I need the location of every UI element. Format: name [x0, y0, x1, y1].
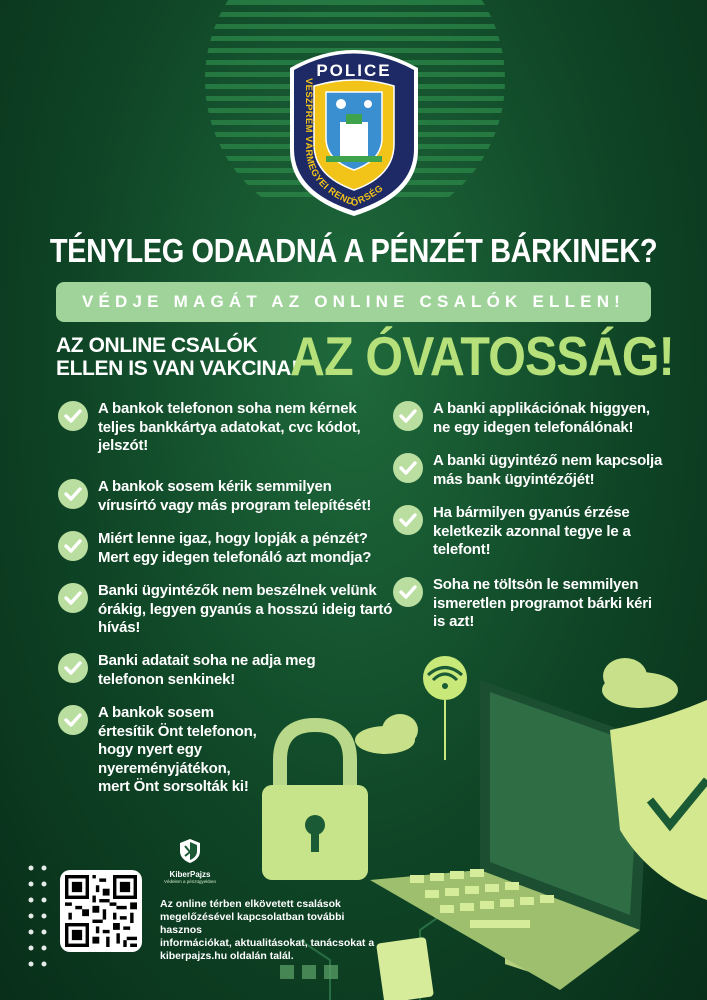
qr-code-icon [65, 875, 137, 947]
tip-line: hívás! [98, 619, 141, 636]
tip-line: Miért lenne igaz, hogy lopják a pénzét? [98, 530, 368, 547]
check-icon [393, 505, 423, 535]
tip-item [393, 400, 650, 437]
footer-text [160, 898, 375, 963]
tip-text [433, 400, 650, 437]
subheading-line2: ELLEN IS VAN VAKCINA! [56, 357, 298, 380]
check-icon [58, 531, 88, 561]
tip-text [433, 452, 662, 489]
tip-text [433, 504, 631, 560]
tip-line: teljes bankkártya adatokat, cvc kódot, [98, 418, 361, 436]
tip-item [58, 478, 371, 515]
tip-item [393, 576, 652, 632]
subheading-line1: AZ ONLINE CSALÓK [56, 334, 258, 357]
tip-line: Soha ne töltsön le semmilyen [433, 576, 639, 593]
check-icon [393, 401, 423, 431]
check-icon [393, 453, 423, 483]
tip-item [58, 400, 361, 456]
tip-item [58, 582, 392, 638]
tip-line: telefont! [433, 541, 491, 558]
footer-line: megelőzésével kapcsolatban további hasznos [160, 911, 345, 936]
check-icon [58, 401, 88, 431]
tip-line: ne egy idegen telefonálónak! [433, 418, 634, 436]
tip-text [98, 704, 257, 797]
tip-line: más bank ügyintézőjét! [433, 470, 595, 488]
kiberpajzs-tagline: Védelem a pénzügyekben [163, 879, 217, 884]
tip-item [393, 452, 662, 489]
tip-item [58, 530, 371, 567]
banner-text: VÉDJE MAGÁT AZ ONLINE CSALÓK ELLEN! [81, 292, 626, 311]
footer-line: Az online térben elkövetett csalások [160, 898, 341, 910]
qr-code[interactable] [60, 870, 142, 952]
tip-item [58, 652, 315, 689]
badge-ring-text: VESZPRÉM VÁRMEGYEI RENDŐRSÉG [303, 78, 385, 209]
padlock-icon [262, 725, 368, 880]
tip-line: értesítik Önt telefonon, [98, 722, 257, 740]
decorative-dots [26, 862, 50, 972]
check-icon [58, 479, 88, 509]
tip-text [98, 530, 371, 567]
footer-line: információkat, aktualitásokat, tanácsokat a [160, 937, 375, 949]
tip-line: nyereményjátékon, [98, 759, 231, 777]
check-icon [58, 653, 88, 683]
tip-line: órákig, legyen gyanús a hosszú ideig tartó [98, 600, 393, 618]
tip-line: Ha bármilyen gyanús érzése [433, 504, 630, 521]
kiberpajzs-logo [160, 838, 220, 888]
tip-line: ismeretlen programot bárki kéri [433, 594, 652, 612]
tip-line: mert Önt sorsolták ki! [98, 778, 249, 795]
tip-text [98, 652, 315, 689]
tip-line: Banki ügyintézők nem beszélnek velünk [98, 582, 377, 599]
tip-line: jelszót! [98, 437, 149, 454]
tip-item [58, 704, 257, 797]
tip-line: A banki ügyintéző nem kapcsolja [433, 452, 663, 469]
tip-line: keletkezik azonnal tegye le a [433, 522, 631, 540]
tip-text [98, 478, 371, 515]
tip-line: A banki applikációnak higgyen, [433, 400, 650, 417]
footer-line: kiberpajzs.hu oldalán talál. [160, 950, 294, 962]
tip-line: telefonon senkinek! [98, 670, 236, 688]
badge-top-text: POLICE [316, 61, 392, 80]
tip-line: Mert egy idegen telefonáló azt mondja? [98, 548, 372, 566]
tip-line: vírusírtó vagy más program telepítését! [98, 496, 372, 514]
kiberpajzs-shield-icon [178, 838, 202, 864]
kiberpajzs-name: KiberPajzs [169, 870, 211, 879]
tip-line: A bankok sosem [98, 704, 214, 721]
check-icon [58, 705, 88, 735]
headline: TÉNYLEG ODAADNÁ A PÉNZÉT BÁRKINEK? [49, 232, 658, 269]
check-icon [393, 577, 423, 607]
tip-text [98, 582, 392, 638]
tip-text [433, 576, 652, 632]
tip-text [98, 400, 361, 456]
subheading-emphasis: AZ ÓVATOSSÁG! [290, 325, 674, 387]
check-icon [58, 583, 88, 613]
tip-item [393, 504, 631, 560]
wifi-icon [423, 656, 467, 760]
tip-line: A bankok telefonon soha nem kérnek [98, 400, 357, 417]
tip-line: is azt! [433, 613, 475, 630]
tip-line: A bankok sosem kérik semmilyen [98, 478, 332, 495]
tip-line: hogy nyert egy [98, 741, 202, 758]
tip-line: Banki adatait soha ne adja meg [98, 652, 316, 669]
